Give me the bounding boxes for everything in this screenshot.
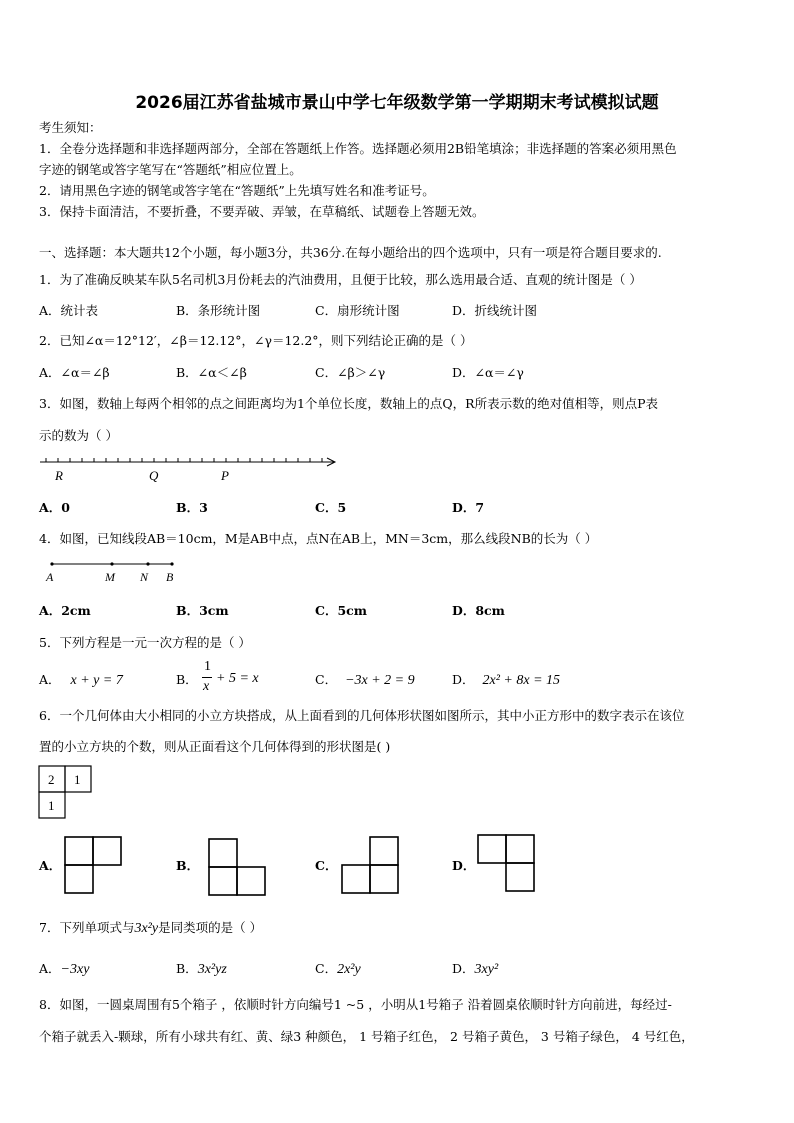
q6-option-d[interactable]: D． bbox=[452, 858, 476, 873]
point-m-dot bbox=[110, 562, 113, 565]
q6-option-c[interactable]: C． bbox=[315, 858, 338, 873]
q3-option-c[interactable]: C．5 bbox=[315, 500, 347, 515]
q5-option-a-label: A． bbox=[39, 672, 61, 687]
q7-option-c-expr: 2x²y bbox=[337, 962, 361, 977]
q6-option-b[interactable]: B． bbox=[176, 858, 200, 873]
q7-option-c-label: C． bbox=[315, 961, 338, 976]
number-line-figure bbox=[38, 452, 343, 486]
q7-option-a-label: A． bbox=[39, 961, 61, 976]
q7-stem bbox=[39, 921, 262, 936]
q7-stem-expr: 3x²y bbox=[134, 921, 159, 936]
q6-option-a-figure[interactable] bbox=[63, 835, 125, 895]
q7-option-d-label: D． bbox=[452, 961, 475, 976]
q2-stem: 2．已知∠α＝12°12′，∠β＝12.12°，∠γ＝12.2°，则下列结论正确的是（ ） bbox=[39, 333, 473, 348]
number-line-ticks bbox=[46, 458, 322, 462]
q2-option-d[interactable]: D．∠α＝∠γ bbox=[452, 365, 524, 380]
q4-option-a[interactable]: A．2cm bbox=[39, 603, 91, 618]
q5-option-b-fraction-bar bbox=[202, 677, 212, 678]
point-b-label: B bbox=[166, 570, 174, 584]
q5-option-a-expr: x + y = 7 bbox=[70, 673, 123, 688]
q6-stem: 6．一个几何体由大小相同的小立方块搭成，从上面看到的几何体形状图如图所示，其中小正方形中的数字表示在该位 bbox=[39, 708, 685, 723]
q2-option-b[interactable]: B．∠α＜∠β bbox=[176, 365, 247, 380]
q1-option-a[interactable]: A．统计表 bbox=[39, 303, 99, 318]
q7-option-b-expr: 3x²yz bbox=[197, 962, 227, 977]
q5-option-d[interactable] bbox=[452, 673, 560, 688]
point-a-label: A bbox=[46, 570, 54, 584]
q3-stem: 3．如图，数轴上每两个相邻的点之间距离均为1个单位长度，数轴上的点Q，R所表示数的绝对值相等，则点P表 bbox=[39, 396, 658, 411]
section-heading: 一、选择题：本大题共12个小题，每小题3分，共36分.在每小题给出的四个选项中，只有一项是符合题目要求的. bbox=[39, 245, 662, 260]
q5-option-c-label: C． bbox=[315, 672, 338, 687]
q7-option-d-expr: 3xy² bbox=[474, 962, 499, 977]
page-title: 2026届江苏省盐城市景山中学七年级数学第一学期期末考试模拟试题 bbox=[135, 93, 659, 113]
q5-option-b-label: B． bbox=[176, 672, 198, 687]
q5-option-d-expr: 2x² + 8x = 15 bbox=[482, 673, 561, 688]
point-n-dot bbox=[146, 562, 149, 565]
grid-cell-count: 1 bbox=[74, 772, 81, 787]
q7-option-a[interactable] bbox=[39, 962, 89, 977]
q7-option-c[interactable] bbox=[315, 962, 361, 977]
q8-stem: 8．如图，一圆桌周围有5个箱子 ，依顺时针方向编号1 ~5 ，小明从1号箱子 沿着圆桌依顺时针方向前进，每经过- bbox=[39, 997, 672, 1012]
q5-option-b-numerator: 1 bbox=[204, 659, 211, 674]
q2-option-a[interactable]: A．∠α＝∠β bbox=[39, 365, 110, 380]
q5-option-a[interactable] bbox=[39, 673, 123, 688]
q6-option-c-figure[interactable] bbox=[340, 835, 402, 895]
notice-item-1-cont: 字迹的钢笔或答字笔写在“答题纸”相应位置上。 bbox=[39, 162, 302, 177]
q6-stem-cont: 置的小立方块的个数，则从正面看这个几何体得到的形状图是( ) bbox=[39, 739, 391, 754]
point-r-label: R bbox=[55, 468, 63, 483]
q5-option-d-label: D． bbox=[452, 672, 475, 687]
notice-item-2: 2．请用黑色字迹的钢笔或答字笔在“答题纸”上先填写姓名和准考证号。 bbox=[39, 183, 435, 198]
point-n-label: N bbox=[140, 570, 149, 584]
q5-option-b-denominator: x bbox=[203, 679, 210, 694]
notice-item-1: 1．全卷分选择题和非选择题两部分，全部在答题纸上作答。选择题必须用2B铅笔填涂；非选择题的答案必须用黑色 bbox=[39, 141, 677, 156]
q6-option-a[interactable]: A． bbox=[39, 858, 62, 873]
q3-option-d[interactable]: D．7 bbox=[452, 500, 485, 515]
notice-item-3: 3．保持卡面清洁，不要折叠，不要弄破、弄皱，在草稿纸、试题卷上答题无效。 bbox=[39, 204, 485, 219]
q3-option-b[interactable]: B．3 bbox=[176, 500, 208, 515]
q1-stem: 1．为了准确反映某车队5名司机3月份耗去的汽油费用，且便于比较，那么选用最合适、直观的统计图是（ ） bbox=[39, 272, 642, 287]
point-a-dot bbox=[50, 562, 53, 565]
q3-stem-cont: 示的数为（ ） bbox=[39, 428, 118, 443]
point-p-label: P bbox=[221, 468, 229, 483]
point-b-dot bbox=[170, 562, 173, 565]
grid-cell-count: 2 bbox=[48, 772, 55, 787]
q8-stem-cont: 个箱子就丢入-颗球，所有小球共有红、黄、绿3 种颜色， 1 号箱子红色， 2 号箱子黄色， 3 号箱子绿色， 4 号红色， bbox=[39, 1029, 694, 1044]
q4-option-c[interactable]: C．5cm bbox=[315, 603, 367, 618]
q7-stem-pre: 7．下列单项式与 bbox=[39, 920, 135, 935]
q5-stem: 5．下列方程是一元一次方程的是（ ） bbox=[39, 635, 251, 650]
q6-option-b-figure[interactable] bbox=[207, 837, 269, 897]
q7-option-a-expr: −3xy bbox=[60, 962, 90, 977]
q5-option-c[interactable] bbox=[315, 673, 415, 688]
q4-stem: 4．如图，已知线段AB＝10cm，M是AB中点，点N在AB上，MN＝3cm，那么线段NB的长为（ ） bbox=[39, 531, 598, 546]
q7-option-b[interactable] bbox=[176, 962, 227, 977]
q6-option-d-figure[interactable] bbox=[476, 833, 538, 893]
q5-option-c-expr: −3x + 2 = 9 bbox=[345, 673, 415, 688]
q7-option-d[interactable] bbox=[452, 962, 498, 977]
notice-heading: 考生须知： bbox=[39, 120, 102, 135]
q2-option-c[interactable]: C．∠β＞∠γ bbox=[315, 365, 386, 380]
q1-option-c[interactable]: C．扇形统计图 bbox=[315, 303, 400, 318]
point-m-label: M bbox=[105, 570, 115, 584]
q7-option-b-label: B． bbox=[176, 961, 198, 976]
grid-cell-count: 1 bbox=[48, 798, 55, 813]
q1-option-d[interactable]: D．折线统计图 bbox=[452, 303, 538, 318]
q4-option-d[interactable]: D．8cm bbox=[452, 603, 505, 618]
q4-option-b[interactable]: B．3cm bbox=[176, 603, 229, 618]
point-q-label: Q bbox=[149, 468, 159, 483]
q7-stem-post: 是同类项的是（ ） bbox=[158, 920, 263, 935]
q1-option-b[interactable]: B．条形统计图 bbox=[176, 303, 261, 318]
segment-figure bbox=[44, 558, 184, 588]
q3-option-a[interactable]: A．0 bbox=[39, 500, 70, 515]
q5-option-b-rest: + 5 = x bbox=[216, 671, 259, 686]
top-view-grid bbox=[38, 765, 98, 820]
